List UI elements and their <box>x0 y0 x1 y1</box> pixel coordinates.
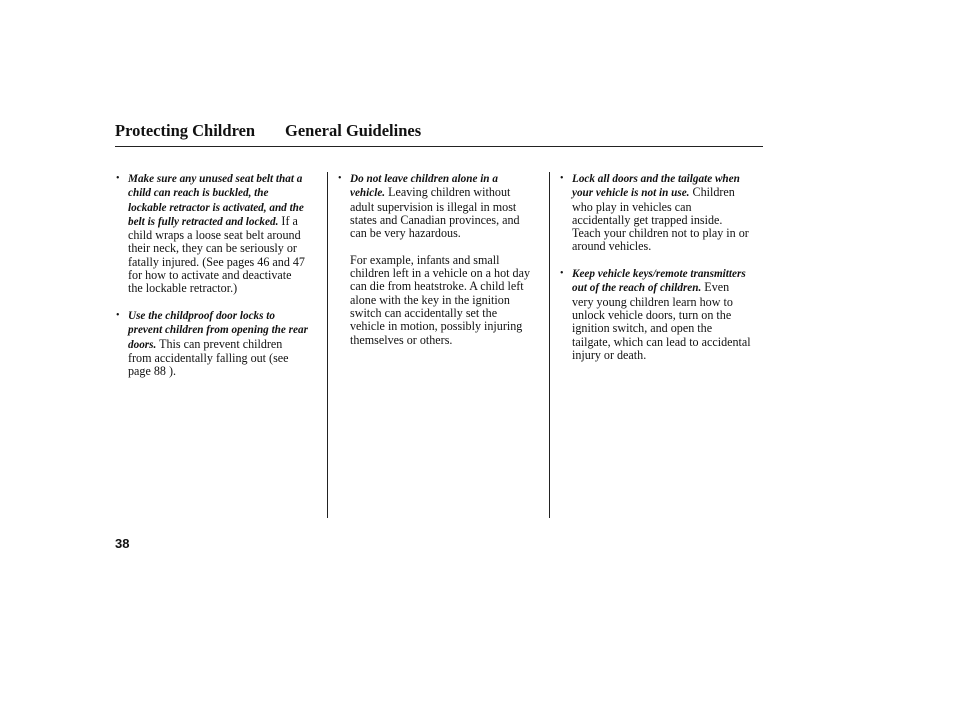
header-divider <box>115 146 763 147</box>
subsection-title: General Guidelines <box>285 121 422 140</box>
guideline-paragraph: For example, infants and small children left in a vehicle on a hot day can die from heatstroke. A child left alone with the key in the ignition switch can accidentally set the vehicle in motion, possibly injuring themselves or others. <box>350 252 530 347</box>
text-column-2 <box>338 172 530 360</box>
text-column-1 <box>116 172 308 392</box>
guideline-lead: Do not leave children alone in a vehicle. <box>350 173 498 200</box>
guideline-lead: Lock all doors and the tailgate when your vehicle is not in use. <box>572 173 740 200</box>
guideline-item <box>338 172 530 240</box>
guideline-item <box>560 267 752 362</box>
column-divider <box>549 172 550 518</box>
bullet-icon: • <box>116 173 120 184</box>
page-header <box>115 121 763 145</box>
guideline-body: Even very young children learn how to unlock vehicle doors, turn on the ignition switch, and open the tailgate, which can lead to accidental injury or death. <box>572 280 751 362</box>
guideline-lead: Keep vehicle keys/remote transmitters out of the reach of children. <box>572 268 746 295</box>
guideline-body: Children who play in vehicles can accidentally get trapped inside. Teach your children not to play in or around vehicles. <box>572 185 749 254</box>
guideline-item <box>116 309 308 378</box>
guideline-item <box>116 172 308 296</box>
text-column-3 <box>560 172 752 375</box>
bullet-icon: • <box>560 268 564 280</box>
section-title: Protecting Children <box>115 121 256 140</box>
page-number: 38 <box>115 536 130 551</box>
guideline-item <box>560 172 752 254</box>
bullet-icon: • <box>338 173 342 184</box>
guideline-lead: Make sure any unused seat belt that a child can reach is buckled, the lockable retractor is activated, and the belt is fully retracted and locked. <box>128 173 304 228</box>
guideline-body: This can prevent children from accidentally falling out (see page 88 ). <box>128 336 289 379</box>
column-divider <box>327 172 328 518</box>
bullet-icon: • <box>116 309 120 321</box>
guideline-lead: Use the childproof door locks to prevent children from opening the rear doors. <box>128 309 308 351</box>
guideline-body: Leaving children without adult supervision is illegal in most states and Canadian provinces, and can be very hazardous. <box>350 185 520 241</box>
guideline-body: If a child wraps a loose seat belt around their neck, they can be seriously or fatally injured. (See pages 46 and 47 for how to activate and deactivate the lockable retractor.) <box>128 213 305 296</box>
bullet-icon: • <box>560 173 564 184</box>
